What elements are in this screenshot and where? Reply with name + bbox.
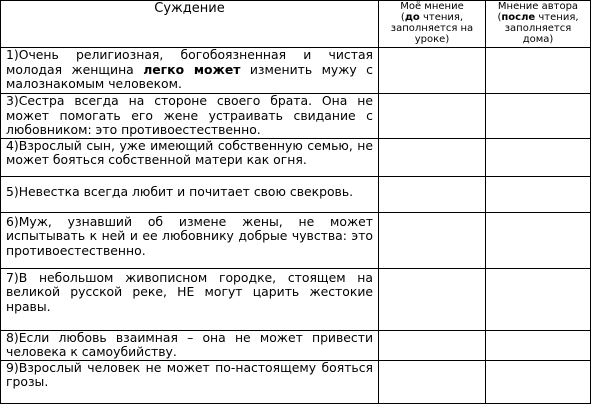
my-opinion-cell[interactable] [379, 48, 486, 94]
statement-9: 9)Взрослый человек не может по-настоящему бояться грозы. [1, 360, 379, 403]
statement-3: 3)Сестра всегда на стороне своего брата. Она не может помогать его жене устраивать свидание с любовником: это противоестественно. [1, 94, 379, 139]
table-row [1, 360, 591, 403]
header-my-opinion-title: Моё мнение [400, 1, 464, 12]
statement-8: 8)Если любовь взаимная – она не может привести человека к самоубийству. [1, 330, 379, 360]
my-opinion-cell[interactable] [379, 360, 486, 403]
statement-emphasis: легко может [143, 61, 241, 77]
header-judgement: Суждение [1, 1, 379, 48]
author-opinion-cell[interactable] [486, 176, 591, 212]
header-my-opinion: Моё мнение (до чтения, заполняется на уроке) [379, 1, 486, 48]
author-opinion-cell[interactable] [486, 330, 591, 360]
my-opinion-cell[interactable] [379, 212, 486, 268]
header-row [1, 1, 591, 48]
header-author-opinion-title: Мнение автора [497, 1, 579, 12]
author-opinion-cell[interactable] [486, 360, 591, 403]
table-row [1, 176, 591, 212]
statement-6: 6)Муж, узнавший об измене жены, не может испытывать к ней и ее любовнику добрые чувства: это противоестественно. [1, 212, 379, 268]
my-opinion-cell[interactable] [379, 138, 486, 176]
author-opinion-cell[interactable] [486, 94, 591, 139]
author-opinion-cell[interactable] [486, 138, 591, 176]
table-row [1, 94, 591, 139]
statement-1: 1)Очень религиозная, богобоязненная и чистая молодая женщина легко может изменить мужу с малознакомым человеком. [1, 48, 379, 94]
header-author-opinion: Мнение автора (после чтения, заполняется дома) [486, 1, 591, 48]
author-opinion-cell[interactable] [486, 212, 591, 268]
header-author-opinion-bold: после [501, 12, 536, 23]
statement-5: 5)Невестка всегда любит и почитает свою свекровь. [1, 176, 379, 212]
table-row [1, 48, 591, 94]
my-opinion-cell[interactable] [379, 176, 486, 212]
author-opinion-cell[interactable] [486, 268, 591, 330]
table-row [1, 330, 591, 360]
table-row [1, 212, 591, 268]
statement-7: 7)В небольшом живописном городке, стоящем на великой русской реке, НЕ могут царить жестокие нравы. [1, 268, 379, 330]
my-opinion-cell[interactable] [379, 330, 486, 360]
author-opinion-cell[interactable] [486, 48, 591, 94]
my-opinion-cell[interactable] [379, 268, 486, 330]
my-opinion-cell[interactable] [379, 94, 486, 139]
table-row [1, 268, 591, 330]
table-row [1, 138, 591, 176]
statement-4: 4)Взрослый сын, уже имеющий собственную семью, не может бояться собственной матери как огня. [1, 138, 379, 176]
header-my-opinion-bold: до [404, 12, 420, 23]
